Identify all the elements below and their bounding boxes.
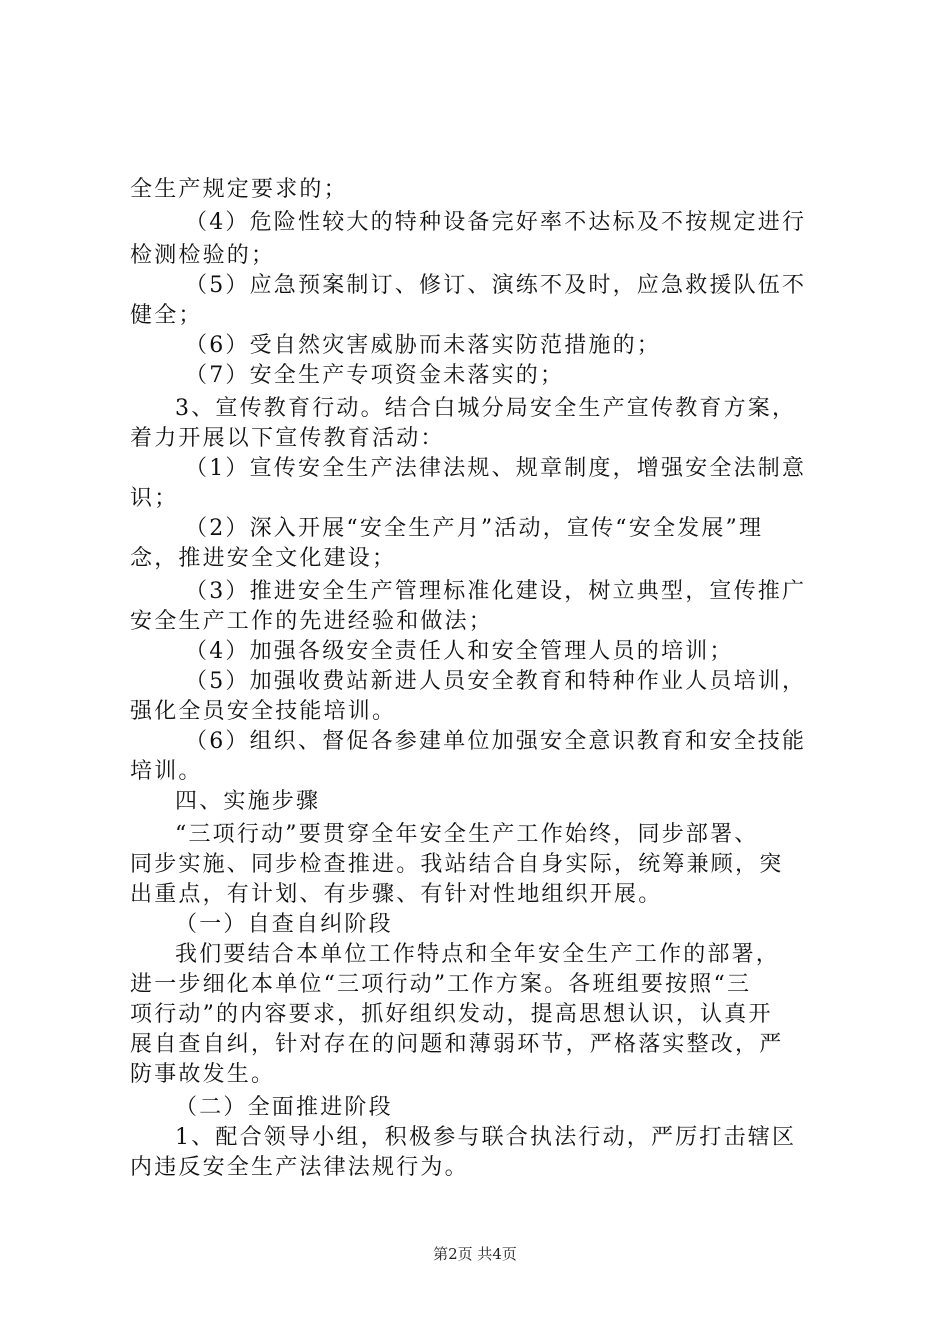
text-line: 项行动”的内容要求，抓好组织发动，提高思想认识，认真开 (130, 1002, 773, 1027)
text-line: 健全； (130, 303, 203, 328)
text-line: 识； (130, 486, 179, 511)
text-line: （5）加强收费站新进人员安全教育和特种作业人员培训， (185, 669, 807, 694)
text-line: “三项行动”要贯穿全年安全生产工作始终，同步部署、 (175, 822, 759, 847)
text-line: 检测检验的； (130, 243, 276, 268)
text-line: 我们要结合本单位工作特点和全年安全生产工作的部署， (175, 942, 781, 967)
section-heading: 四、实施步骤 (175, 789, 321, 814)
text-line: （4）危险性较大的特种设备完好率不达标及不按规定进行 (185, 210, 807, 235)
text-line: 着力开展以下宣传教育活动： (130, 426, 445, 451)
text-line: （5）应急预案制订、修订、演练不及时，应急救援队伍不 (185, 273, 807, 298)
subsection-heading: （一）自查自纠阶段 (175, 912, 393, 937)
text-line: 展自查自纠，针对存在的问题和薄弱环节，严格落实整改，严 (130, 1032, 784, 1057)
text-line: 防事故发生。 (130, 1062, 276, 1087)
text-line: 出重点，有计划、有步骤、有针对性地组织开展。 (130, 882, 663, 907)
text-line: 全生产规定要求的； (130, 177, 348, 202)
text-line: 培训。 (130, 759, 203, 784)
text-line: （6）组织、督促各参建单位加强安全意识教育和安全技能 (185, 729, 807, 754)
text-line: （3）推进安全生产管理标准化建设，树立典型，宣传推广 (185, 579, 807, 604)
text-line: 强化全员安全技能培训。 (130, 699, 397, 724)
text-line: 进一步细化本单位“三项行动”工作方案。各班组要按照“三 (130, 972, 752, 997)
page-footer: 第2页 共4页 (433, 1245, 517, 1263)
text-line: 内违反安全生产法律法规行为。 (130, 1155, 469, 1180)
text-line: 1、配合领导小组，积极参与联合执法行动，严厉打击辖区 (175, 1125, 797, 1150)
text-line: 3、宣传教育行动。结合白城分局安全生产宣传教育方案， (175, 396, 797, 421)
text-line: （2）深入开展“安全生产月”活动，宣传“安全发展”理 (185, 516, 764, 541)
text-line: 同步实施、同步检查推进。我站结合自身实际，统筹兼顾，突 (130, 852, 784, 877)
text-line: 安全生产工作的先进经验和做法； (130, 609, 494, 634)
text-line: （7）安全生产专项资金未落实的； (185, 363, 565, 388)
text-line: （4）加强各级安全责任人和安全管理人员的培训； (185, 639, 734, 664)
subsection-heading: （二）全面推进阶段 (175, 1095, 393, 1120)
text-line: 念，推进安全文化建设； (130, 546, 397, 571)
text-line: （6）受自然灾害威胁而未落实防范措施的； (185, 333, 661, 358)
text-line: （1）宣传安全生产法律法规、规章制度，增强安全法制意 (185, 456, 807, 481)
